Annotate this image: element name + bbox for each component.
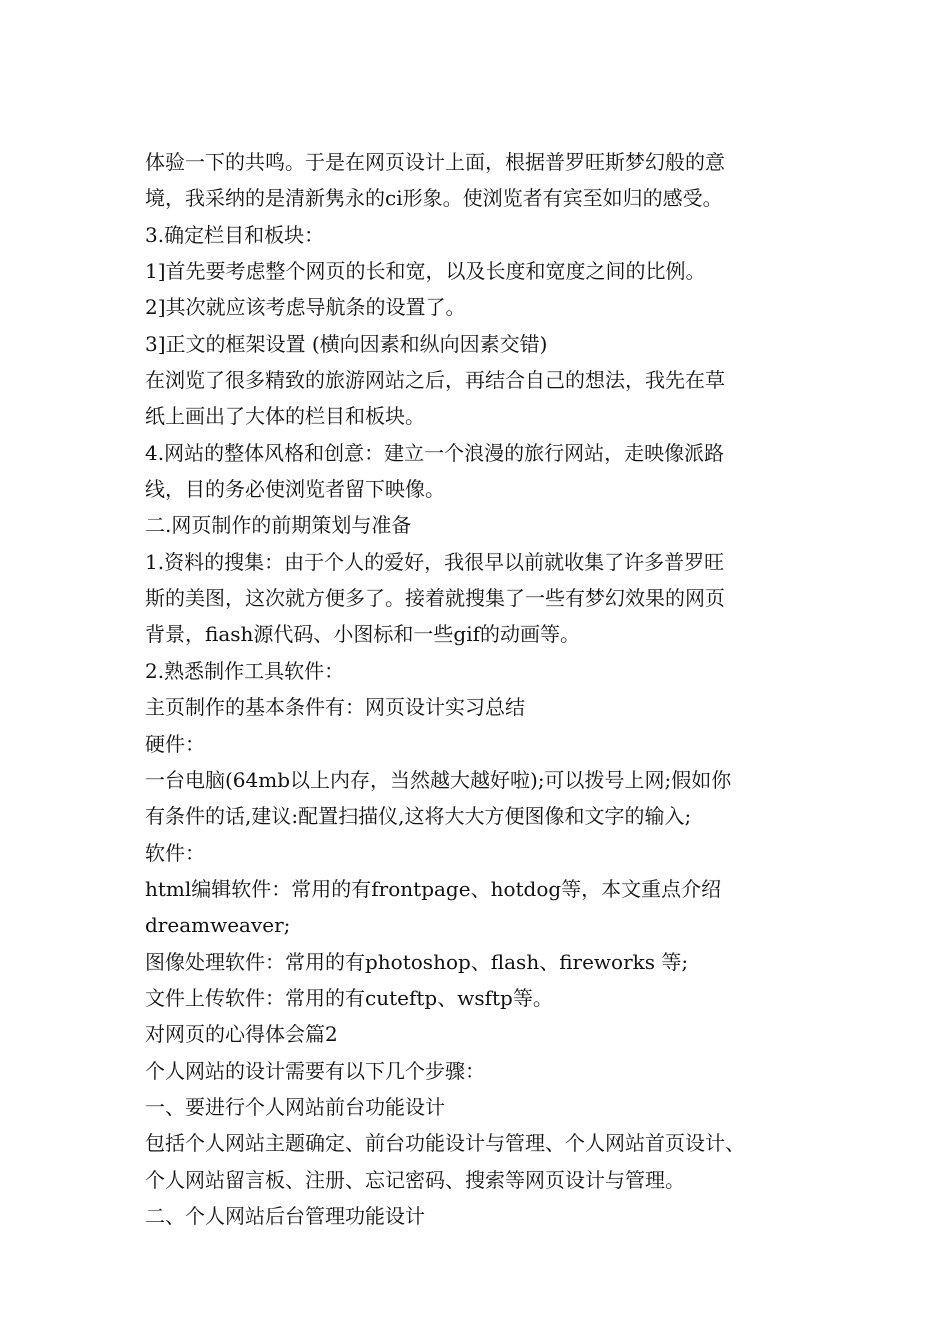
text-line: 3]正文的框架设置 (横向因素和纵向因素交错) [145, 331, 548, 356]
text-line: 主页制作的基本条件有：网页设计实习总结 [145, 695, 525, 720]
text-line: 软件： [145, 840, 205, 865]
section-heading: 对网页的心得体会篇2 [145, 1022, 338, 1047]
text-line: 一台电脑(64mb以上内存，当然越大越好啦);可以拨号上网;假如你 [145, 767, 732, 792]
text-line: 境，我采纳的是清新隽永的ci形象。使浏览者有宾至如归的感受。 [145, 186, 723, 211]
section-heading: 二.网页制作的前期策划与准备 [145, 513, 412, 538]
text-line: 有条件的话,建议:配置扫描仪,这将大大方便图像和文字的输入; [145, 804, 692, 829]
text-line: 2]其次就应该考虑导航条的设置了。 [145, 295, 466, 320]
text-line: dreamweaver; [145, 913, 291, 938]
text-line: 3.确定栏目和板块： [145, 222, 325, 247]
document-body [145, 144, 815, 1234]
section-heading: 一、要进行个人网站前台功能设计 [145, 1094, 445, 1119]
text-line: 1]首先要考虑整个网页的长和宽，以及长度和宽度之间的比例。 [145, 259, 706, 284]
text-line: 个人网站的设计需要有以下几个步骤： [145, 1058, 485, 1083]
text-line: 包括个人网站主题确定、前台功能设计与管理、个人网站首页设计、 [145, 1131, 745, 1156]
text-line: 2.熟悉制作工具软件： [145, 658, 345, 683]
text-line: 硬件： [145, 731, 205, 756]
text-line: 1.资料的搜集：由于个人的爱好，我很早以前就收集了许多普罗旺 [145, 549, 725, 574]
text-line: 体验一下的共鸣。于是在网页设计上面，根据普罗旺斯梦幻般的意 [145, 150, 725, 174]
text-line: 斯的美图，这次就方便多了。接着就搜集了一些有梦幻效果的网页 [145, 586, 725, 611]
text-line: html编辑软件：常用的有frontpage、hotdog等，本文重点介绍 [145, 876, 722, 901]
text-line: 线，目的务必使浏览者留下映像。 [145, 477, 445, 502]
text-line: 背景，fiash源代码、小图标和一些gif的动画等。 [145, 622, 581, 647]
text-line: 4.网站的整体风格和创意：建立一个浪漫的旅行网站，走映像派路 [145, 440, 725, 465]
text-line: 纸上画出了大体的栏目和板块。 [145, 404, 425, 429]
text-line: 图像处理软件：常用的有photoshop、flash、fireworks 等; [145, 949, 689, 974]
text-line: 个人网站留言板、注册、忘记密码、搜索等网页设计与管理。 [145, 1167, 685, 1192]
text-line: 文件上传软件：常用的有cuteftp、wsftp等。 [145, 985, 553, 1010]
section-heading: 二、个人网站后台管理功能设计 [145, 1203, 425, 1228]
text-line: 在浏览了很多精致的旅游网站之后，再结合自己的想法，我先在草 [145, 368, 725, 393]
